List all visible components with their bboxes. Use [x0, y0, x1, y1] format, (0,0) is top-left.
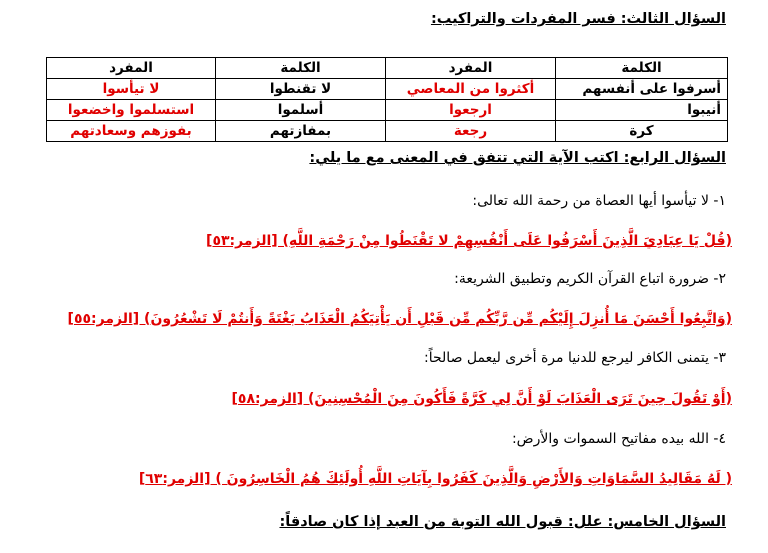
table-header-row	[47, 58, 728, 79]
table-cell-meaning: ارجعوا	[386, 100, 556, 121]
header-word-2: الكلمة	[216, 58, 386, 79]
table-row	[47, 79, 728, 100]
question-4-item-3-prompt: ٣- يتمنى الكافر ليرجع للدنيا مرة أخرى ليعمل صالحاً:	[424, 350, 726, 366]
table-cell-word: لا تقنطوا	[216, 79, 386, 100]
table-cell-word: أسلموا	[216, 100, 386, 121]
question-3-title: السؤال الثالث: فسر المفردات والتراكيب:	[430, 11, 726, 27]
table-cell-word: أنيبوا	[556, 100, 728, 121]
table-cell-meaning: رجعة	[386, 121, 556, 142]
question-4-item-3-verse: (أَوْ تَقُولَ حِينَ تَرَى الْعَذَابَ لَوْ أَنَّ لِي كَرَّةً فَأَكُونَ مِنَ الْمُحْسِنِينَ) [الزمر:٥٨]	[231, 391, 732, 407]
table-cell-word: كرة	[556, 121, 728, 142]
table-cell-meaning: استسلموا واخضعوا	[47, 100, 216, 121]
question-4-item-2-prompt: ٢- ضرورة اتباع القرآن الكريم وتطبيق الشريعة:	[454, 271, 726, 287]
question-4-item-1-verse: (قُلْ يَا عِبَادِيَ الَّذِينَ أَسْرَفُوا عَلَى أَنْفُسِهِمْ لا تَقْنَطُوا مِنْ رَحْمَةِ اللَّهِ) [الزمر:٥٣]	[206, 233, 732, 249]
question-4-title: السؤال الرابع: اكتب الآية التي تتفق في المعنى مع ما يلي:	[309, 150, 726, 166]
question-4-item-4-verse: ( لَهُ مَقَالِيدُ السَّمَاوَاتِ وَالأَرْضِ وَالَّذِينَ كَفَرُوا بِآيَاتِ اللَّهِ أُولَئِكَ هُمُ الْخَاسِرُونَ ) [الزمر:٦٣]	[138, 471, 732, 487]
question-4-item-4-prompt: ٤- الله بيده مفاتيح السموات والأرض:	[511, 431, 726, 447]
table-cell-meaning: أكثروا من المعاصي	[386, 79, 556, 100]
question-4-item-1-prompt: ١- لا تيأسوا أيها العصاة من رحمة الله تعالى:	[472, 193, 726, 209]
header-meaning-1: المفرد	[386, 58, 556, 79]
table-cell-word: أسرفوا على أنفسهم	[556, 79, 728, 100]
table-cell-meaning: بفوزهم وسعادتهم	[47, 121, 216, 142]
table-row	[47, 100, 728, 121]
table-row	[47, 121, 728, 142]
table-cell-word: بمفازتهم	[216, 121, 386, 142]
vocabulary-table	[46, 57, 728, 142]
question-5-title: السؤال الخامس: علل: قبول الله التوبة من العبد إذا كان صادقاً:	[279, 514, 726, 530]
header-meaning-2: المفرد	[47, 58, 216, 79]
table-cell-meaning: لا تيأسوا	[47, 79, 216, 100]
question-4-item-2-verse: (وَاتَّبِعُوا أَحْسَنَ مَا أُنزِلَ إِلَيْكُم مِّن رَّبِّكُم مِّن قَبْلِ أَن يَأْتِيَكُمُ الْعَذَابُ بَغْتَةً وَأَنتُمْ لَا تَشْعُرُونَ) [الزمر:٥٥]	[67, 311, 732, 327]
header-word-1: الكلمة	[556, 58, 728, 79]
